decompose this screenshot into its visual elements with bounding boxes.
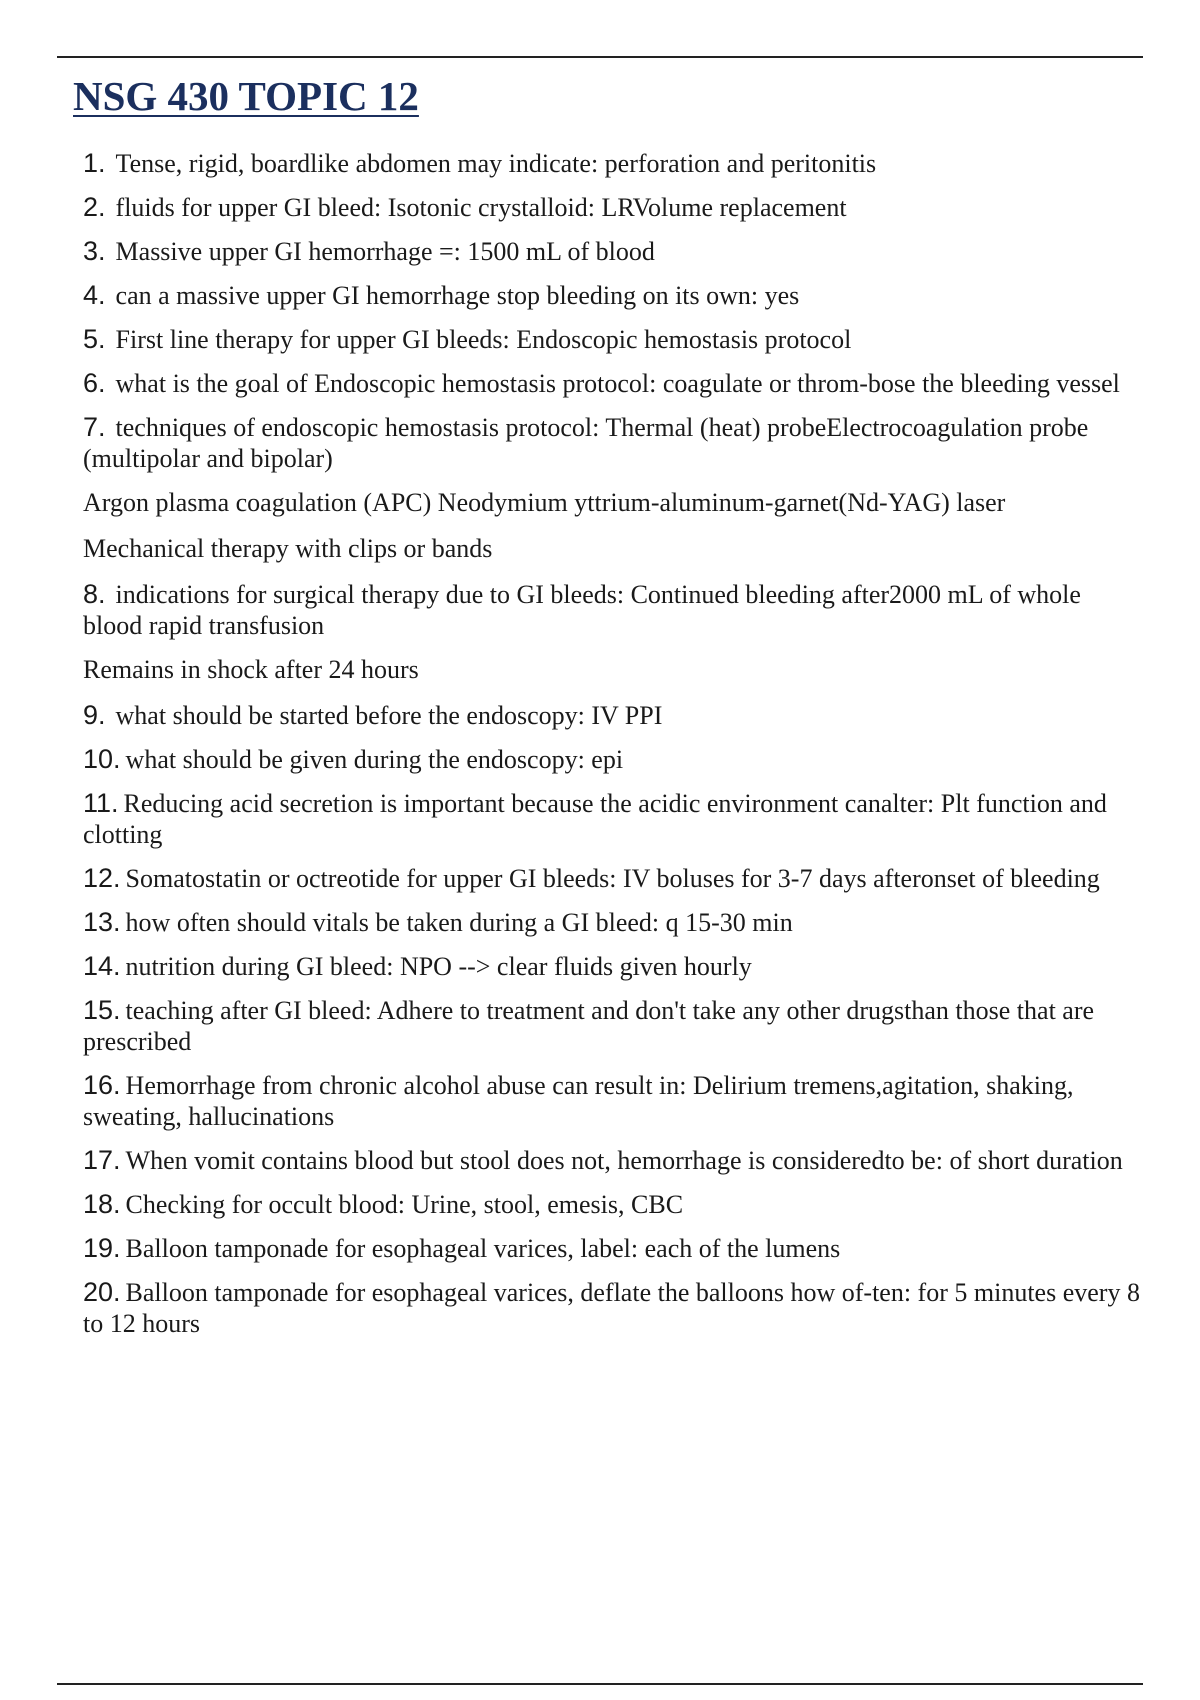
item-text: how often should vitals be taken during a GI bleed: q 15-30 min [125, 908, 793, 937]
item-text: Tense, rigid, boardlike abdomen may indicate: perforation and peritonitis [115, 149, 877, 178]
list-item [83, 1070, 1146, 1132]
list-item [83, 907, 1146, 938]
item-number: 10. [83, 744, 121, 774]
list-item [83, 1277, 1146, 1339]
item-number: 7. [83, 412, 106, 442]
list-item [83, 863, 1146, 894]
item-number: 3. [83, 236, 106, 266]
item-text: Somatostatin or octreotide for upper GI bleeds: IV boluses for 3-7 days afteronset of bleeding [125, 864, 1100, 893]
item-number: 12. [83, 863, 121, 893]
list-item [83, 148, 1146, 179]
list-item [83, 744, 1146, 775]
item-text: First line therapy for upper GI bleeds: Endoscopic hemostasis protocol [115, 325, 852, 354]
item-number: 14. [83, 951, 121, 981]
list-item [83, 368, 1146, 399]
item-number: 6. [83, 368, 106, 398]
item-text: what should be started before the endoscopy: IV PPI [115, 701, 663, 730]
item-number: 13. [83, 907, 121, 937]
list-item [83, 192, 1146, 223]
continuation-text: Mechanical therapy with clips or bands [83, 534, 493, 563]
item-number: 20. [83, 1277, 121, 1307]
item-text: what should be given during the endoscopy: epi [125, 745, 624, 774]
list-item [83, 324, 1146, 355]
bottom-rule [57, 1683, 1143, 1685]
item-text: can a massive upper GI hemorrhage stop bleeding on its own: yes [115, 281, 800, 310]
continuation-text: Argon plasma coagulation (APC) Neodymium yttrium-aluminum-garnet(Nd-YAG) laser [83, 488, 1006, 517]
list-item [83, 412, 1146, 474]
item-text: what is the goal of Endoscopic hemostasis protocol: coagulate or throm-bose the bleeding vessel [115, 369, 1120, 398]
list-item [83, 579, 1146, 641]
list-item [83, 995, 1146, 1057]
item-text: Reducing acid secretion is important because the acidic environment canalter: Plt function and clotting [83, 789, 1107, 849]
item-number: 16. [83, 1070, 121, 1100]
item-number: 9. [83, 700, 106, 730]
item-text: fluids for upper GI bleed: Isotonic crystalloid: LRVolume replacement [115, 193, 847, 222]
list-item [83, 788, 1146, 850]
list-item [83, 1233, 1146, 1264]
item-number: 5. [83, 324, 106, 354]
list-item [83, 951, 1146, 982]
list-item [83, 280, 1146, 311]
item-text: Balloon tamponade for esophageal varices, deflate the balloons how of-ten: for 5 minutes every 8 to 12 hours [83, 1278, 1140, 1338]
item-text: When vomit contains blood but stool does not, hemorrhage is consideredto be: of short duration [125, 1146, 1123, 1175]
item-number: 8. [83, 579, 106, 609]
item-text: Balloon tamponade for esophageal varices, label: each of the lumens [125, 1234, 841, 1263]
page-title: NSG 430 TOPIC 12 [73, 73, 419, 119]
item-number: 19. [83, 1233, 121, 1263]
item-number: 15. [83, 995, 121, 1025]
item-number: 1. [83, 148, 106, 178]
item-number: 17. [83, 1145, 121, 1175]
item-text: techniques of endoscopic hemostasis protocol: Thermal (heat) probeElectrocoagulation probe (multipolar and bipolar) [83, 413, 1089, 473]
item-text: Hemorrhage from chronic alcohol abuse can result in: Delirium tremens,agitation, shaking, sweating, hallucinations [83, 1071, 1074, 1131]
item-text: teaching after GI bleed: Adhere to treatment and don't take any other drugsthan those that are prescribed [83, 996, 1095, 1056]
list-item [83, 700, 1146, 731]
item-text: Massive upper GI hemorrhage =: 1500 mL of blood [115, 237, 655, 266]
item-number: 4. [83, 280, 106, 310]
list-item [83, 1189, 1146, 1220]
question-list [83, 148, 1146, 1352]
item-number: 2. [83, 192, 106, 222]
item-number: 18. [83, 1189, 121, 1219]
item-text: indications for surgical therapy due to GI bleeds: Continued bleeding after2000 mL of whole blood rapid transfusion [83, 580, 1081, 640]
item-number: 11. [83, 788, 119, 818]
item-text: nutrition during GI bleed: NPO --> clear fluids given hourly [125, 952, 752, 981]
list-item [83, 236, 1146, 267]
list-item [83, 1145, 1146, 1176]
continuation-text: Remains in shock after 24 hours [83, 655, 419, 684]
item-text: Checking for occult blood: Urine, stool, emesis, CBC [125, 1190, 684, 1219]
top-rule [57, 56, 1143, 58]
